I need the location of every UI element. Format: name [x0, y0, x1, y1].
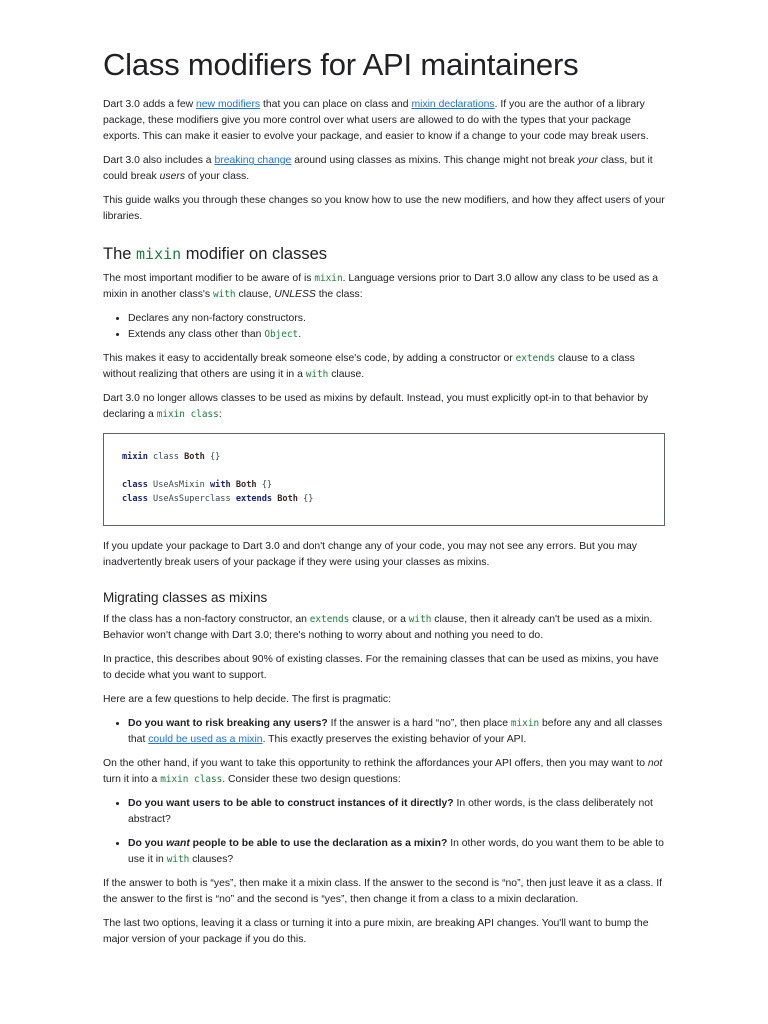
intro-paragraph-3: This guide walks you through these changes so you know how to use the new modifiers, and how they affect users of your libraries. [103, 195, 665, 222]
code-line: mixin class Both {} [122, 452, 221, 462]
migrating-paragraph-2: In practice, this describes about 90% of existing classes. For the remaining classes that can be used as mixins, you have to decide what you want to support. [103, 654, 659, 681]
question-list-1 [103, 716, 665, 748]
code-block[interactable] [103, 433, 665, 526]
mixin-paragraph-4: If you update your package to Dart 3.0 and don't change any of your code, you may not see any errors. But you may inadvertently break users of your package if they were using your classes as mixins. [103, 541, 637, 568]
migrating-heading: Migrating classes as mixins [103, 590, 268, 605]
intro-paragraph-2: Dart 3.0 also includes a breaking change around using classes as mixins. This change might not break your class, but it could break users of your class. [103, 155, 653, 182]
migrating-paragraph-5: If the answer to both is “yes”, then make it a mixin class. If the answer to the second is “no”, then just leave it as a class. If the answer to the first is “no” and the second is “yes”, then change it from a class to a mixin declaration. [103, 878, 663, 905]
list-item: • Declares any non-factory constructors. [128, 311, 665, 327]
mixin-paragraph-2: This makes it easy to accidentally break someone else's code, by adding a constructor or extends clause to a class without realizing that others are using it in a with clause. [103, 353, 635, 380]
could-be-used-as-mixin-link[interactable]: could be used as a mixin [148, 734, 263, 745]
breaking-change-link[interactable]: breaking change [214, 155, 292, 166]
migrating-paragraph-1: If the class has a non-factory constructor, an extends clause, or a with clause, then it already can't be used as a mixin. Behavior won't change with Dart 3.0; there's nothing to worry about and nothing you need to do. [103, 614, 653, 641]
new-modifiers-link[interactable]: new modifiers [196, 99, 261, 110]
list-item: • Do you want users to be able to construct instances of it directly? In other words, is the class deliberately not abstract? [128, 796, 665, 828]
code-line: class UseAsMixin with Both {} [122, 480, 273, 490]
question-list-2 [103, 796, 665, 868]
list-item: • Do you want to risk breaking any users? If the answer is a hard “no”, then place mixin before any and all classes that could be used as a mixin. This exactly preserves the existing behavior of your API. [128, 716, 665, 748]
migrating-paragraph-4: On the other hand, if you want to take this opportunity to rethink the affordances your API offers, then you may want to not turn it into a mixin class. Consider these two design questions: [103, 758, 663, 785]
code-line: class UseAsSuperclass extends Both {} [122, 494, 314, 504]
mixin-paragraph-1: The most important modifier to be aware of is mixin. Language versions prior to Dart 3.0 allow any class to be used as a mixin in another class's with clause, UNLESS the class: [103, 273, 658, 300]
mixin-modifier-heading: The mixin modifier on classes [103, 245, 327, 263]
migrating-paragraph-6: The last two options, leaving it a class or turning it into a pure mixin, are breaking API changes. You'll want to bump the major version of your package if you do this. [103, 918, 649, 945]
intro-paragraph-1: Dart 3.0 adds a few new modifiers that you can place on class and mixin declarations. If you are the author of a library package, these modifiers give you more control over what users are allowed to do with the types that your package exports. This can make it easier to evolve your package, and easier to know if a change to your code may break users. [103, 99, 649, 142]
code-blank-line [122, 464, 646, 478]
page-title: Class modifiers for API maintainers [103, 47, 579, 82]
mixin-declarations-link[interactable]: mixin declarations [411, 99, 495, 110]
mixin-conditions-list [103, 311, 665, 343]
mixin-paragraph-3: Dart 3.0 no longer allows classes to be used as mixins by default. Instead, you must explicitly opt-in to that behavior by declaring a mixin class: [103, 393, 649, 420]
list-item: • Extends any class other than Object. [128, 327, 665, 343]
list-item: • Do you want people to be able to use the declaration as a mixin? In other words, do you want them to be able to use it in with clauses? [128, 836, 665, 868]
migrating-paragraph-3: Here are a few questions to help decide. The first is pragmatic: [103, 694, 392, 705]
